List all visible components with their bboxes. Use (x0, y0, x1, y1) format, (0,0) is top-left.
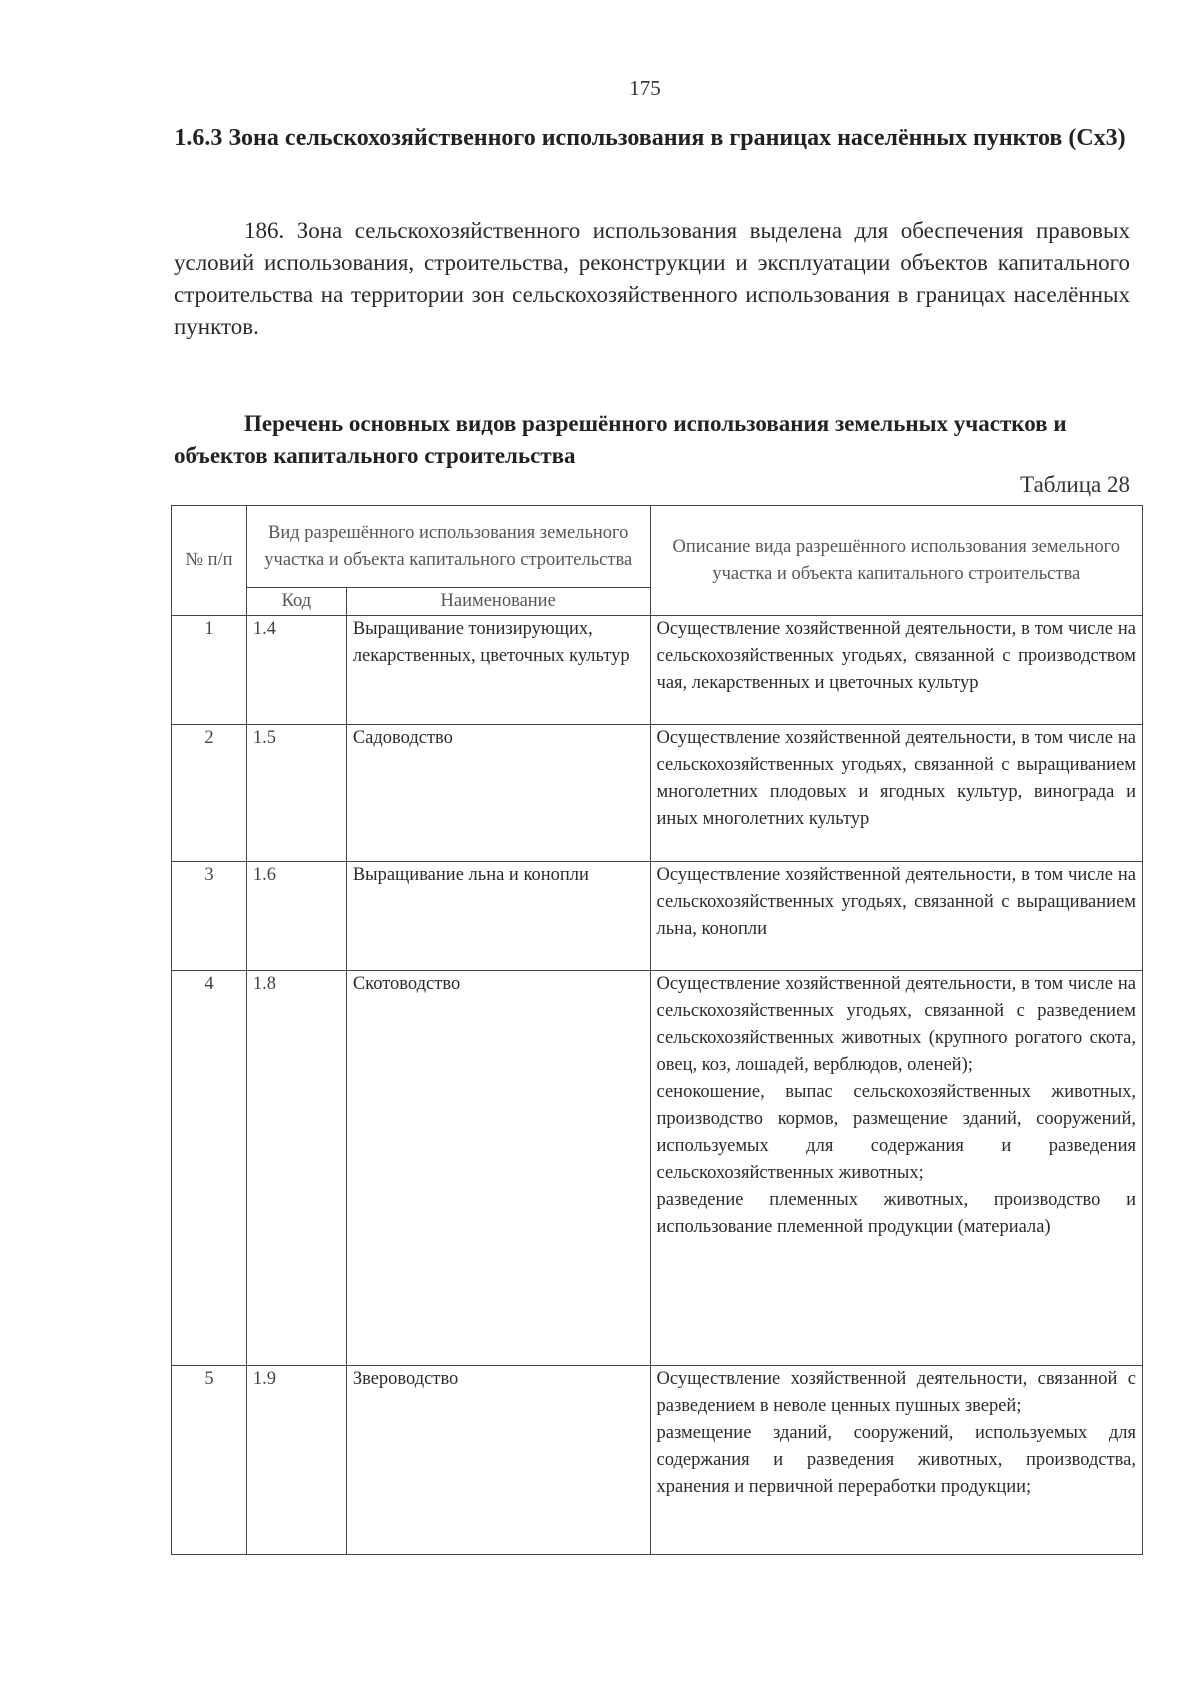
row-code: 1.4 (246, 616, 346, 725)
section-title: 1.6.3 Зона сельскохозяйственного использования в границах населённых пунктов (Сх3) (174, 125, 1126, 151)
table-row (172, 725, 1143, 862)
row-description (650, 1366, 1142, 1555)
row-num: 5 (172, 1366, 247, 1555)
row-name: Садоводство (346, 725, 650, 862)
description-paragraph: Осуществление хозяйственной деятельности, в том числе на сельскохозяйственных угодьях, связанной с разведением сельскохозяйственных животных (крупного рогатого скота, овец, коз, лошадей, верблюдов, оленей); (656, 974, 1136, 1075)
row-description (650, 725, 1142, 862)
description-paragraph: Осуществление хозяйственной деятельности, в том числе на сельскохозяйственных угодьях, связанной с выращиванием льна, конопли (656, 865, 1136, 939)
table-row (172, 971, 1143, 1366)
header-kind: Вид разрешённого использования земельного участка и объекта капитального строительства (246, 506, 650, 588)
description-paragraph: сенокошение, выпас сельскохозяйственных животных, производство кормов, размещение зданий, сооружений, используемых для содержания и разведения сельскохозяйственных животных; (656, 1082, 1136, 1183)
header-name: Наименование (346, 588, 650, 616)
row-name: Выращивание льна и конопли (346, 862, 650, 971)
page-number: 175 (629, 76, 661, 100)
table-row (172, 616, 1143, 725)
description-paragraph: Осуществление хозяйственной деятельности, в том числе на сельскохозяйственных угодьях, связанной с выращиванием многолетних плодовых и ягодных культур, винограда и иных многолетних культур (656, 728, 1136, 829)
row-description (650, 616, 1142, 725)
row-num: 2 (172, 725, 247, 862)
description-paragraph: Осуществление хозяйственной деятельности, связанной с разведением в неволе ценных пушных зверей; (656, 1369, 1136, 1416)
row-num: 1 (172, 616, 247, 725)
table-label: Таблица 28 (1020, 472, 1130, 497)
row-code: 1.6 (246, 862, 346, 971)
row-description (650, 862, 1142, 971)
row-name: Скотоводство (346, 971, 650, 1366)
header-num: № п/п (172, 506, 247, 616)
table-row (172, 862, 1143, 971)
row-name: Звероводство (346, 1366, 650, 1555)
header-description: Описание вида разрешённого использования земельного участка и объекта капитального строительства (650, 506, 1142, 616)
row-name: Выращивание тонизирующих, лекарственных, цветочных культур (346, 616, 650, 725)
table-heading: Перечень основных видов разрешённого использования земельных участков и объектов капитального строительства (174, 411, 1067, 468)
description-paragraph: Осуществление хозяйственной деятельности, в том числе на сельскохозяйственных угодьях, связанной с производством чая, лекарственных и цветочных культур (656, 619, 1136, 693)
row-code: 1.5 (246, 725, 346, 862)
paragraph-186: 186. Зона сельскохозяйственного использования выделена для обеспечения правовых условий использования, строительства, реконструкции и эксплуатации объектов капитального строительства на территории зон сельскохозяйственного использования в границах населённых пунктов. (174, 218, 1130, 339)
row-code: 1.9 (246, 1366, 346, 1555)
description-paragraph: размещение зданий, сооружений, используемых для содержания и разведения животных, производства, хранения и первичной переработки продукции; (656, 1423, 1136, 1497)
description-paragraph: разведение племенных животных, производство и использование племенной продукции (материала) (656, 1190, 1136, 1237)
row-code: 1.8 (246, 971, 346, 1366)
table-row (172, 1366, 1143, 1555)
row-num: 4 (172, 971, 247, 1366)
header-code: Код (246, 588, 346, 616)
row-num: 3 (172, 862, 247, 971)
row-description (650, 971, 1142, 1366)
permitted-use-table (171, 505, 1143, 1555)
